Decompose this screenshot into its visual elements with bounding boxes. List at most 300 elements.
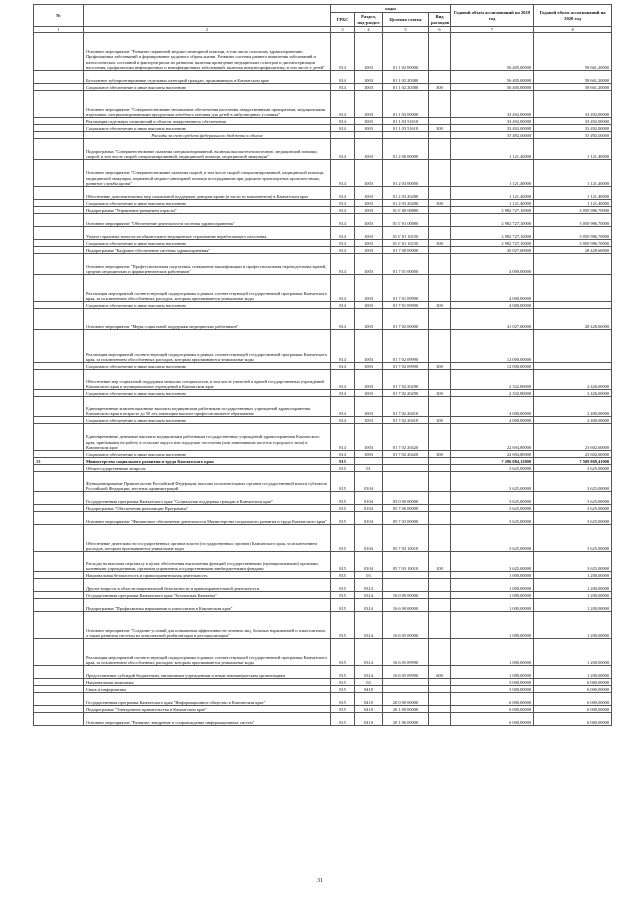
amount-2020: 3 625,00000 xyxy=(534,552,612,572)
amount-2020: 23 602,60000 xyxy=(534,451,612,458)
amount-2019: 2 982 727,10000 xyxy=(451,207,534,214)
target-article-code: 01 1 03 51610 xyxy=(383,118,429,125)
expense-type-code xyxy=(429,592,451,599)
header-year-2019: Годовой объем ассигнований на 2019 год xyxy=(451,5,534,27)
row-number xyxy=(34,612,84,639)
target-article-code: 01 7 02 20290 xyxy=(383,370,429,390)
expense-type-code xyxy=(429,686,451,693)
amount-2019: 56 405,00000 xyxy=(451,71,534,84)
row-name: Государственная программа Камчатского края "Безопасная Камчатка" xyxy=(84,592,331,599)
grbs-code: 815 xyxy=(331,686,355,693)
grbs-code xyxy=(331,132,355,139)
amount-2019: 3 000,00000 xyxy=(451,679,534,686)
section-code: 0104 xyxy=(355,505,383,512)
section-code: 1003 xyxy=(355,139,383,160)
expense-type-code xyxy=(429,118,451,125)
section-code xyxy=(355,132,383,139)
grbs-code: 814 xyxy=(331,227,355,240)
expense-type-code xyxy=(429,679,451,686)
amount-2020: 3 050 986,70000 xyxy=(534,207,612,214)
row-name: Социальное обеспечение и иные выплаты населению xyxy=(84,200,331,207)
table-row xyxy=(34,505,612,512)
amount-2020: 1 121,40000 xyxy=(534,187,612,200)
amount-2020: 3 625,00000 xyxy=(534,505,612,512)
amount-2020: 3 050 986,70000 xyxy=(534,240,612,247)
expense-type-code xyxy=(429,132,451,139)
table-row xyxy=(34,706,612,713)
amount-2019: 12 000,00000 xyxy=(451,330,534,363)
row-number xyxy=(34,492,84,505)
target-article-code: 01 7 02 20410 xyxy=(383,417,429,424)
row-number xyxy=(34,472,84,492)
row-number xyxy=(34,240,84,247)
grbs-code: 814 xyxy=(331,118,355,125)
expense-type-code: 300 xyxy=(429,451,451,458)
amount-2020: 1 200,00000 xyxy=(534,599,612,612)
section-code: 1003 xyxy=(355,247,383,254)
expense-type-code xyxy=(429,472,451,492)
expense-type-code xyxy=(429,492,451,505)
target-article-code: 01 7 02 20290 xyxy=(383,390,429,397)
amount-2020: 6 000,00000 xyxy=(534,706,612,713)
expense-type-code xyxy=(429,612,451,639)
amount-2020 xyxy=(534,275,612,302)
row-name: Расходы на выплаты персоналу в целях обеспечения выполнения функций государственными (муниципальными) органами, казенными учреждениями, органами управления государственными внебюджетными фондами xyxy=(84,552,331,572)
header-expense-type: Вид расходов xyxy=(429,13,451,27)
table-row xyxy=(34,227,612,240)
expense-type-code xyxy=(429,525,451,552)
table-row xyxy=(34,713,612,726)
row-name: Подпрограмма "Профилактика наркомании и алкоголизма в Камчатском крае" xyxy=(84,599,331,612)
amount-2020: 33 492,00000 xyxy=(534,132,612,139)
budget-document xyxy=(33,4,611,726)
target-article-code xyxy=(383,458,429,465)
amount-2020: 6 000,00000 xyxy=(534,693,612,706)
row-name: Подпрограмма "Обеспечение реализации Программы" xyxy=(84,505,331,512)
row-name: Основное мероприятие "Создание условий для повышения эффективности лечения лиц, больных наркоманией и алкоголизмом, а также развития системы их комплексной реабилитации и ресоциализации" xyxy=(84,612,331,639)
section-code: 1003 xyxy=(355,254,383,275)
table-row xyxy=(34,451,612,458)
row-number xyxy=(34,227,84,240)
target-article-code: 05 0 00 00000 xyxy=(383,492,429,505)
amount-2020: 7 509 869,41000 xyxy=(534,458,612,465)
amount-2019: 4 000,00000 xyxy=(451,417,534,424)
table-row xyxy=(34,525,612,552)
amount-2020 xyxy=(534,363,612,370)
amount-2019: 4 000,00000 xyxy=(451,254,534,275)
row-name: Подпрограмма "Управление развитием отрасли" xyxy=(84,207,331,214)
target-article-code: 20 1 06 00000 xyxy=(383,713,429,726)
row-name: Основное мероприятие "Совершенствование механизмов обеспечения населения лекарственными препаратами, медицинскими изделиями, специализированными продуктами лечебного питания для детей в амбулаторных условиях" xyxy=(84,91,331,118)
table-row xyxy=(34,309,612,330)
amount-2019: 41 027,60000 xyxy=(451,309,534,330)
amount-2020: 6 000,00000 xyxy=(534,679,612,686)
row-number xyxy=(34,71,84,84)
expense-type-code xyxy=(429,309,451,330)
amount-2020: 3 625,00000 xyxy=(534,512,612,525)
grbs-code: 815 xyxy=(331,599,355,612)
row-name: Реализация мероприятий соответствующей подпрограммы в рамках соответствующей государственной программы Камчатского края, за исключением обособленных расходов, которым присваиваются уникальные коды xyxy=(84,639,331,666)
target-article-code xyxy=(383,679,429,686)
grbs-code: 815 xyxy=(331,679,355,686)
amount-2019: 1 000,00000 xyxy=(451,666,534,679)
amount-2019: 6 000,00000 xyxy=(451,713,534,726)
amount-2019: 4 000,00000 xyxy=(451,275,534,302)
grbs-code: 815 xyxy=(331,512,355,525)
grbs-code: 814 xyxy=(331,240,355,247)
table-row xyxy=(34,118,612,125)
grbs-code: 815 xyxy=(331,579,355,592)
amount-2020: 23 602,60000 xyxy=(534,424,612,451)
row-number xyxy=(34,666,84,679)
row-number xyxy=(34,525,84,552)
expense-type-code: 300 xyxy=(429,417,451,424)
row-name: Обеспечение мер социальной поддержки меньших специалистов, в том числе учителей и врачей государственных учреждений Камчатского края и муниципальных учреждений в Камчатском крае xyxy=(84,370,331,390)
section-code: 1003 xyxy=(355,330,383,363)
row-name: Государственная программа Камчатского края "Социальная поддержка граждан в Камчатском крае" xyxy=(84,492,331,505)
grbs-code: 814 xyxy=(331,247,355,254)
table-row xyxy=(34,579,612,592)
grbs-code: 814 xyxy=(331,390,355,397)
target-article-code xyxy=(383,472,429,492)
amount-2019: 7 296 084,12000 xyxy=(451,458,534,465)
row-name: Социальное обеспечение и иные выплаты населению xyxy=(84,390,331,397)
target-article-code: 05 7 03 10010 xyxy=(383,552,429,572)
amount-2019: 1 000,00000 xyxy=(451,639,534,666)
target-article-code: 01 Г 01 00000 xyxy=(383,214,429,227)
amount-2020: 58 661,20000 xyxy=(534,84,612,91)
table-row xyxy=(34,370,612,390)
amount-2019: 3 625,00000 xyxy=(451,552,534,572)
row-number xyxy=(34,139,84,160)
target-article-code: 01 7 00 00000 xyxy=(383,247,429,254)
grbs-code: 814 xyxy=(331,200,355,207)
row-name: Реализация мероприятий соответствующей подпрограммы в рамках соответствующей государственной программы Камчатского края, за исключением обособленных расходов, которым присваиваются уникальные коды xyxy=(84,330,331,363)
section-code: 1003 xyxy=(355,200,383,207)
table-row xyxy=(34,599,612,612)
section-code: 0314 xyxy=(355,592,383,599)
section-code: 1003 xyxy=(355,91,383,118)
row-number xyxy=(34,465,84,472)
section-code: 03 xyxy=(355,572,383,579)
table-row xyxy=(34,247,612,254)
expense-type-code xyxy=(429,512,451,525)
grbs-code: 814 xyxy=(331,370,355,390)
table-row xyxy=(34,207,612,214)
row-number xyxy=(34,302,84,309)
row-number xyxy=(34,214,84,227)
amount-2019: 1 121,40000 xyxy=(451,160,534,187)
section-code: 1003 xyxy=(355,125,383,132)
row-number xyxy=(34,397,84,417)
table-row xyxy=(34,139,612,160)
expense-type-code: 600 xyxy=(429,666,451,679)
target-article-code: 16 6 05 09990 xyxy=(383,666,429,679)
target-article-code: 01 7 02 20420 xyxy=(383,424,429,451)
section-code: 1003 xyxy=(355,397,383,417)
row-name: Уплата страховых взносов на обязательное медицинское страхование неработающего населения xyxy=(84,227,331,240)
row-number xyxy=(34,309,84,330)
row-number xyxy=(34,207,84,214)
section-code: 1003 xyxy=(355,187,383,200)
target-article-code: 01 7 02 20410 xyxy=(383,397,429,417)
table-row xyxy=(34,666,612,679)
amount-2020: 3 050 986,70000 xyxy=(534,227,612,240)
grbs-code: 815 xyxy=(331,472,355,492)
table-row xyxy=(34,240,612,247)
expense-type-code xyxy=(429,572,451,579)
amount-2020: 2 426,00000 xyxy=(534,370,612,390)
amount-2020 xyxy=(534,330,612,363)
target-article-code: 05 7 00 00000 xyxy=(383,505,429,512)
row-name: Подпрограмма "Совершенствование оказания специализированной, включая высокотехнологичную, медицинской помощи, скорой, в том числе скорой специализированной, медицинской помощи, медицинской эвакуации" xyxy=(84,139,331,160)
column-number: 4 xyxy=(355,27,383,33)
expense-type-code xyxy=(429,187,451,200)
target-article-code: 01 7 01 00000 xyxy=(383,254,429,275)
amount-2020: 2 426,00000 xyxy=(534,390,612,397)
row-name: Реализация отдельных полномочий в области лекарственного обеспечения xyxy=(84,118,331,125)
amount-2020: 1 200,00000 xyxy=(534,572,612,579)
grbs-code: 814 xyxy=(331,91,355,118)
row-number xyxy=(34,417,84,424)
amount-2019: 3 625,00000 xyxy=(451,505,534,512)
budget-table xyxy=(33,4,612,726)
row-name: Основное мероприятие "Финансовое обеспечение деятельности Министерства социального развития и труда Камчатского края" xyxy=(84,512,331,525)
section-code: 1003 xyxy=(355,363,383,370)
expense-type-code xyxy=(429,207,451,214)
section-code: 1003 xyxy=(355,160,383,187)
row-name: Подпрограмма "Электронное правительство в Камчатском крае" xyxy=(84,706,331,713)
row-number xyxy=(34,330,84,363)
header-year-2020: Годовой объем ассигнований на 2020 год xyxy=(534,5,612,27)
section-code: 1003 xyxy=(355,207,383,214)
amount-2019: 45 027,60000 xyxy=(451,247,534,254)
grbs-code: 815 xyxy=(331,666,355,679)
grbs-code: 815 xyxy=(331,552,355,572)
amount-2020: 2 400,00000 xyxy=(534,397,612,417)
table-row xyxy=(34,302,612,309)
amount-2020: 33 492,00000 xyxy=(534,118,612,125)
grbs-code: 814 xyxy=(331,302,355,309)
grbs-code: 814 xyxy=(331,160,355,187)
target-article-code: 01 7 01 09990 xyxy=(383,302,429,309)
row-number xyxy=(34,363,84,370)
row-number xyxy=(34,275,84,302)
amount-2020: 2 400,00000 xyxy=(534,417,612,424)
amount-2019: 2 982 727,10000 xyxy=(451,240,534,247)
amount-2020: 6 000,00000 xyxy=(534,713,612,726)
target-article-code: 16 6 00 00000 xyxy=(383,599,429,612)
header-target-article: Целевая статья xyxy=(383,13,429,27)
target-article-code: 01 2 03 00000 xyxy=(383,160,429,187)
grbs-code: 814 xyxy=(331,275,355,302)
column-number: 3 xyxy=(331,27,355,33)
row-name: Основное мероприятие "Совершенствование оказания скорой, в том числе скорой специализированной, медицинской помощи, медицинской эвакуации, первичной медико-санитарной помощи пострадавшим при дорожно-транспортных происшествиях, развитие службы крови" xyxy=(84,160,331,187)
grbs-code: 814 xyxy=(331,214,355,227)
row-number xyxy=(34,693,84,706)
grbs-code: 814 xyxy=(331,309,355,330)
grbs-code: 814 xyxy=(331,84,355,91)
target-article-code xyxy=(383,579,429,592)
expense-type-code xyxy=(429,397,451,417)
section-code: 04 xyxy=(355,679,383,686)
row-name: Общегосударственные вопросы xyxy=(84,465,331,472)
grbs-code: 814 xyxy=(331,330,355,363)
row-number xyxy=(34,187,84,200)
column-number: 8 xyxy=(534,27,612,33)
amount-2020: 1 200,00000 xyxy=(534,666,612,679)
row-number xyxy=(34,84,84,91)
header-name xyxy=(84,5,331,27)
target-article-code xyxy=(383,572,429,579)
expense-type-code xyxy=(429,693,451,706)
amount-2019: 1 000,00000 xyxy=(451,592,534,599)
grbs-code: 815 xyxy=(331,693,355,706)
row-name: Предоставление субсидий бюджетным, автономным учреждениям и иным некоммерческим организациям xyxy=(84,666,331,679)
expense-type-code: 100 xyxy=(429,552,451,572)
section-code: 1003 xyxy=(355,424,383,451)
target-article-code: 05 7 03 00000 xyxy=(383,512,429,525)
row-number xyxy=(34,552,84,572)
amount-2020 xyxy=(534,254,612,275)
table-row xyxy=(34,693,612,706)
row-number xyxy=(34,91,84,118)
amount-2019: 4 000,00000 xyxy=(451,397,534,417)
section-code: 1003 xyxy=(355,370,383,390)
row-name: Обеспечение дополнительных мер социальной поддержки донорам крови (в части ее компонентов) в Камчатском крае xyxy=(84,187,331,200)
amount-2019: 1 000,00000 xyxy=(451,572,534,579)
table-row xyxy=(34,492,612,505)
expense-type-code xyxy=(429,713,451,726)
row-name: Национальная экономика xyxy=(84,679,331,686)
amount-2020: 1 200,00000 xyxy=(534,579,612,592)
table-row xyxy=(34,679,612,686)
grbs-code: 815 xyxy=(331,458,355,465)
target-article-code: 01 1 03 51610 xyxy=(383,125,429,132)
row-name: Подпрограмма "Кадровое обеспечение системы здравоохранения" xyxy=(84,247,331,254)
amount-2019: 3 625,00000 xyxy=(451,512,534,525)
expense-type-code xyxy=(429,706,451,713)
section-code: 0410 xyxy=(355,693,383,706)
table-row xyxy=(34,472,612,492)
expense-type-code: 300 xyxy=(429,125,451,132)
table-row xyxy=(34,458,612,465)
column-number: 2 xyxy=(84,27,331,33)
expense-type-code xyxy=(429,91,451,118)
row-name: Функционирование Правительства Российской Федерации, высших исполнительных органов государственной власти субъектов Российской Федерации, местных администраций xyxy=(84,472,331,492)
row-number xyxy=(34,592,84,599)
target-article-code: 01 7 01 09990 xyxy=(383,275,429,302)
amount-2020: 3 625,00000 xyxy=(534,525,612,552)
row-number xyxy=(34,370,84,390)
table-row xyxy=(34,552,612,572)
row-number xyxy=(34,125,84,132)
table-row xyxy=(34,397,612,417)
row-name: Основное мероприятие "Профессиональная подготовка, повышение квалификации и профессиональная переподготовка врачей, средних медицинских и фармацевтических работников" xyxy=(84,254,331,275)
target-article-code: 01 7 02 20420 xyxy=(383,451,429,458)
amount-2020: 58 661,20000 xyxy=(534,33,612,71)
amount-2019: 2 982 727,10000 xyxy=(451,227,534,240)
amount-2019: 33 492,00000 xyxy=(451,91,534,118)
amount-2019: 33 492,00000 xyxy=(451,132,534,139)
amount-2019: 1 000,00000 xyxy=(451,579,534,592)
section-code: 0314 xyxy=(355,579,383,592)
amount-2019: 6 000,00000 xyxy=(451,693,534,706)
amount-2019: 12 000,00000 xyxy=(451,363,534,370)
target-article-code xyxy=(383,686,429,693)
row-name: Социальное обеспечение и иные выплаты населению xyxy=(84,125,331,132)
row-name: Социальное обеспечение и иные выплаты населению xyxy=(84,84,331,91)
grbs-code: 815 xyxy=(331,713,355,726)
grbs-code: 815 xyxy=(331,639,355,666)
amount-2019: 33 492,00000 xyxy=(451,118,534,125)
expense-type-code: 300 xyxy=(429,302,451,309)
target-article-code: 01 1 03 00000 xyxy=(383,91,429,118)
expense-type-code xyxy=(429,139,451,160)
amount-2020: 3 625,00000 xyxy=(534,492,612,505)
table-row xyxy=(34,84,612,91)
table-row xyxy=(34,160,612,187)
amount-2020: 1 121,40000 xyxy=(534,160,612,187)
expense-type-code xyxy=(429,254,451,275)
target-article-code: 16 6 05 00000 xyxy=(383,612,429,639)
table-row xyxy=(34,91,612,118)
expense-type-code xyxy=(429,579,451,592)
target-article-code: 01 7 02 09990 xyxy=(383,363,429,370)
section-code: 1003 xyxy=(355,451,383,458)
table-row xyxy=(34,275,612,302)
row-number xyxy=(34,254,84,275)
amount-2020: 58 661,20000 xyxy=(534,71,612,84)
amount-2019: 3 000,00000 xyxy=(451,686,534,693)
row-number xyxy=(34,390,84,397)
section-code: 0314 xyxy=(355,599,383,612)
amount-2020: 6 000,00000 xyxy=(534,686,612,693)
amount-2019: 3 625,00000 xyxy=(451,525,534,552)
grbs-code: 814 xyxy=(331,125,355,132)
expense-type-code xyxy=(429,330,451,363)
target-article-code: 20 0 00 00000 xyxy=(383,693,429,706)
target-article-code: 01 Г 01 10150 xyxy=(383,240,429,247)
expense-type-code xyxy=(429,458,451,465)
row-number xyxy=(34,424,84,451)
expense-type-code xyxy=(429,275,451,302)
section-code xyxy=(355,458,383,465)
row-number xyxy=(34,33,84,71)
table-row xyxy=(34,465,612,472)
grbs-code: 814 xyxy=(331,187,355,200)
amount-2020: 1 121,40000 xyxy=(534,139,612,160)
table-row xyxy=(34,612,612,639)
expense-type-code xyxy=(429,33,451,71)
section-code: 1003 xyxy=(355,33,383,71)
row-name: Единовременные компенсационные выплаты медицинским работникам государственных учреждений здравоохранения Камчатского края в возрасте до 50 лет, имеющим высшее профессиональное образование xyxy=(84,397,331,417)
header-section: Раздел, под-раздел xyxy=(355,13,383,27)
row-name: Национальная безопасность и правоохранительная деятельность xyxy=(84,572,331,579)
target-article-code: 01 2 00 00000 xyxy=(383,139,429,160)
amount-2020: 28 428,60000 xyxy=(534,309,612,330)
row-name: Основное мероприятие "Меры социальной поддержки медицинских работников" xyxy=(84,309,331,330)
column-number: 7 xyxy=(451,27,534,33)
target-article-code: 01 2 03 20280 xyxy=(383,187,429,200)
section-code: 0410 xyxy=(355,706,383,713)
row-number xyxy=(34,713,84,726)
row-number xyxy=(34,639,84,666)
row-number xyxy=(34,132,84,139)
row-number xyxy=(34,706,84,713)
header-grbs: ГРБС xyxy=(331,13,355,27)
header-number: № xyxy=(34,5,84,27)
